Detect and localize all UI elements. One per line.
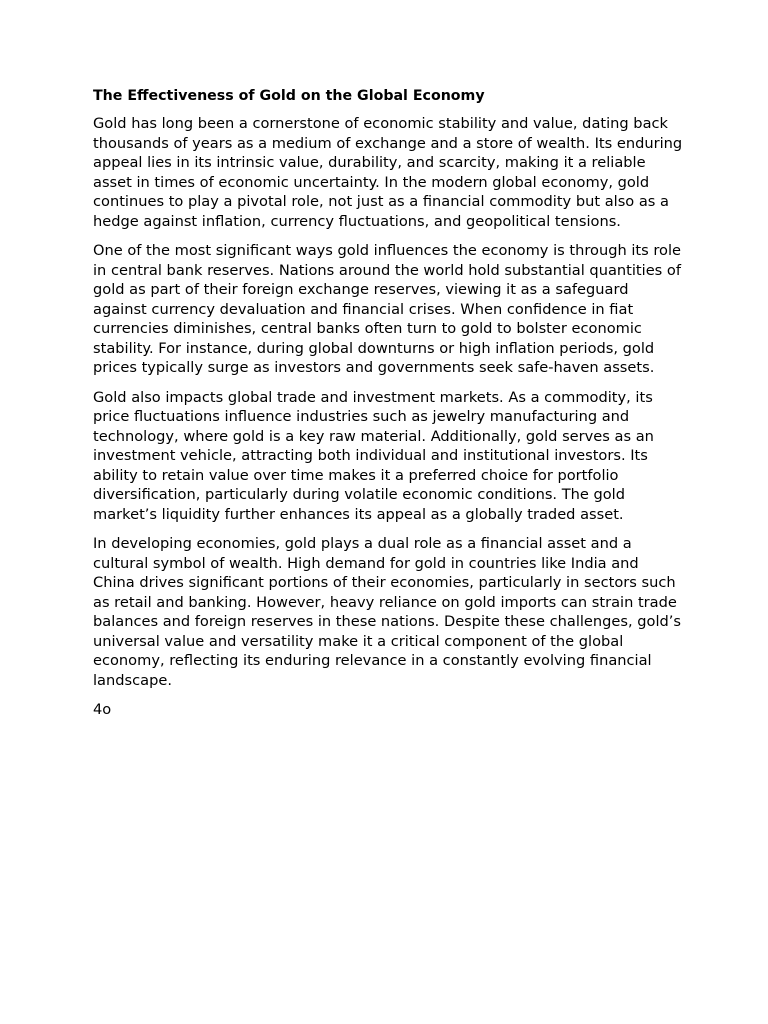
document-title: The Effectiveness of Gold on the Global Economy (93, 88, 485, 104)
paragraph-central-bank-reserves: One of the most significant ways gold influences the economy is through its role in central bank reserves. Nations around the world hold substantial quantities of gold as part of their foreign exchange reserves, viewing it as a safeguard against currency devaluation and financial crises. When confidence in fiat currencies diminishes, central banks often turn to gold to bolster economic stability. For instance, during global downturns or high inflation periods, gold prices typically surge as investors and governments seek safe-haven assets. (93, 242, 682, 376)
paragraph-developing-economies: In developing economies, gold plays a dual role as a financial asset and a cultural symbol of wealth. High demand for gold in countries like India and China drives significant portions of their economies, particularly in sectors such as retail and banking. However, heavy reliance on gold imports can strain trade balances and foreign reserves in these nations. Despite these challenges, gold’s universal value and versatility make it a critical component of the global economy, reflecting its enduring relevance in a constantly evolving financial landscape. (93, 535, 682, 689)
document-page (93, 86, 683, 720)
paragraph-intro: Gold has long been a cornerstone of economic stability and value, dating back thousands of years as a medium of exchange and a store of wealth. Its enduring appeal lies in its intrinsic value, durability, and scarcity, making it a reliable asset in times of economic uncertainty. In the modern global economy, gold continues to play a pivotal role, not just as a financial commodity but also as a hedge against inflation, currency fluctuations, and geopolitical tensions. (93, 115, 683, 230)
footer-note: 4o (93, 701, 112, 718)
paragraph-trade-investment: Gold also impacts global trade and investment markets. As a commodity, its price fluctuations influence industries such as jewelry manufacturing and technology, where gold is a key raw material. Additionally, gold serves as an investment vehicle, attracting both individual and institutional investors. Its ability to retain value over time makes it a preferred choice for portfolio diversification, particularly during volatile economic conditions. The gold market’s liquidity further enhances its appeal as a globally traded asset. (93, 388, 654, 523)
